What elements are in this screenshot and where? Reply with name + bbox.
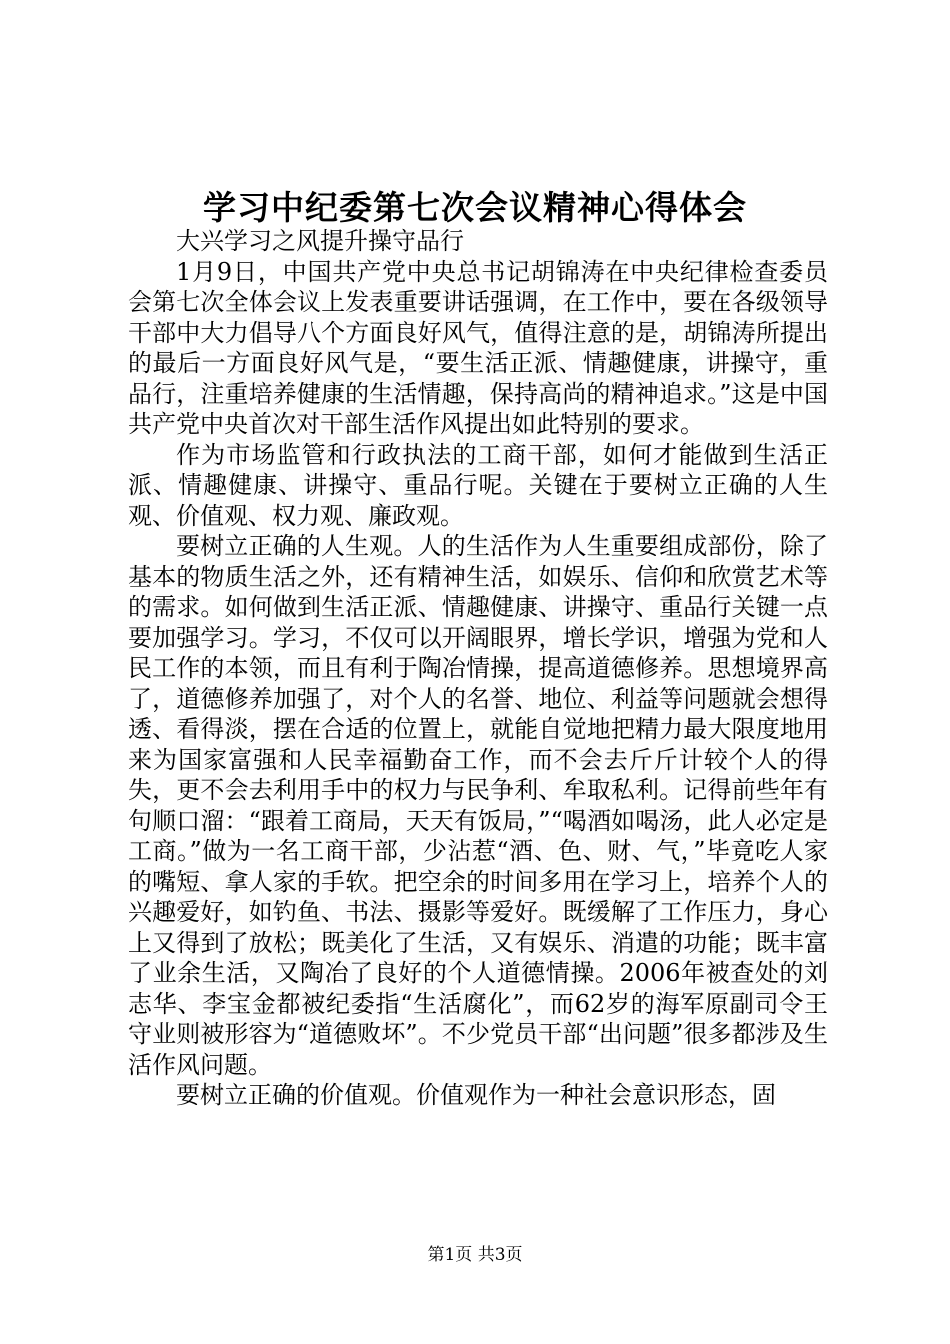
body-paragraph: 1月9日，中国共产党中央总书记胡锦涛在中央纪律检查委员会第七次全体会议上发表重要讲话强调，在工作中，要在各级领导干部中大力倡导八个方面良好风气，值得注意的是，胡锦涛所提出的最后一方面良好风气是，“要生活正派、情趣健康，讲操守，重品行，注重培养健康的生活情趣，保持高尚的精神追求。”这是中国共产党中央首次对干部生活作风提出如此特别的要求。 (128, 257, 828, 438)
body-paragraph: 作为市场监管和行政执法的工商干部，如何才能做到生活正派、情趣健康、讲操守、重品行呢。关键在于要树立正确的人生观、价值观、权力观、廉政观。 (128, 440, 828, 530)
document-body (128, 226, 828, 1111)
body-paragraph: 要树立正确的人生观。人的生活作为人生重要组成部份，除了基本的物质生活之外，还有精神生活，如娱乐、信仰和欣赏艺术等的需求。如何做到生活正派、情趣健康、讲操守、重品行关键一点要加强学习。学习，不仅可以开阔眼界，增长学识，增强为党和人民工作的本领，而且有利于陶冶情操，提高道德修养。思想境界高了，道德修养加强了，对个人的名誉、地位、利益等问题就会想得透、看得淡，摆在合适的位置上，就能自觉地把精力最大限度地用来为国家富强和人民幸福勤奋工作，而不会去斤斤计较个人的得失，更不会去利用手中的权力与民争利、牟取私利。记得前些年有句顺口溜：“跟着工商局，天天有饭局，”“喝酒如喝汤，此人必定是工商。”做为一名工商干部，少沾惹“酒、色、财、气，”毕竟吃人家的嘴短、拿人家的手软。把空余的时间多用在学习上，培养个人的兴趣爱好，如钓鱼、书法、摄影等爱好。既缓解了工作压力，身心上又得到了放松；既美化了生活，又有娱乐、消遣的功能；既丰富了业余生活，又陶冶了良好的个人道德情操。2006年被查处的刘志华、李宝金都被纪委指“生活腐化”，而62岁的海军原副司令王守业则被形容为“道德败坏”。不少党员干部“出问题”很多都涉及生活作风问题。 (128, 532, 828, 1079)
page-number-footer: 第1页 共3页 (427, 1245, 523, 1265)
body-paragraph: 要树立正确的价值观。价值观作为一种社会意识形态，固 (176, 1081, 776, 1109)
document-title: 学习中纪委第七次会议精神心得体会 (203, 188, 747, 227)
subtitle-paragraph: 大兴学习之风提升操守品行 (176, 227, 464, 255)
